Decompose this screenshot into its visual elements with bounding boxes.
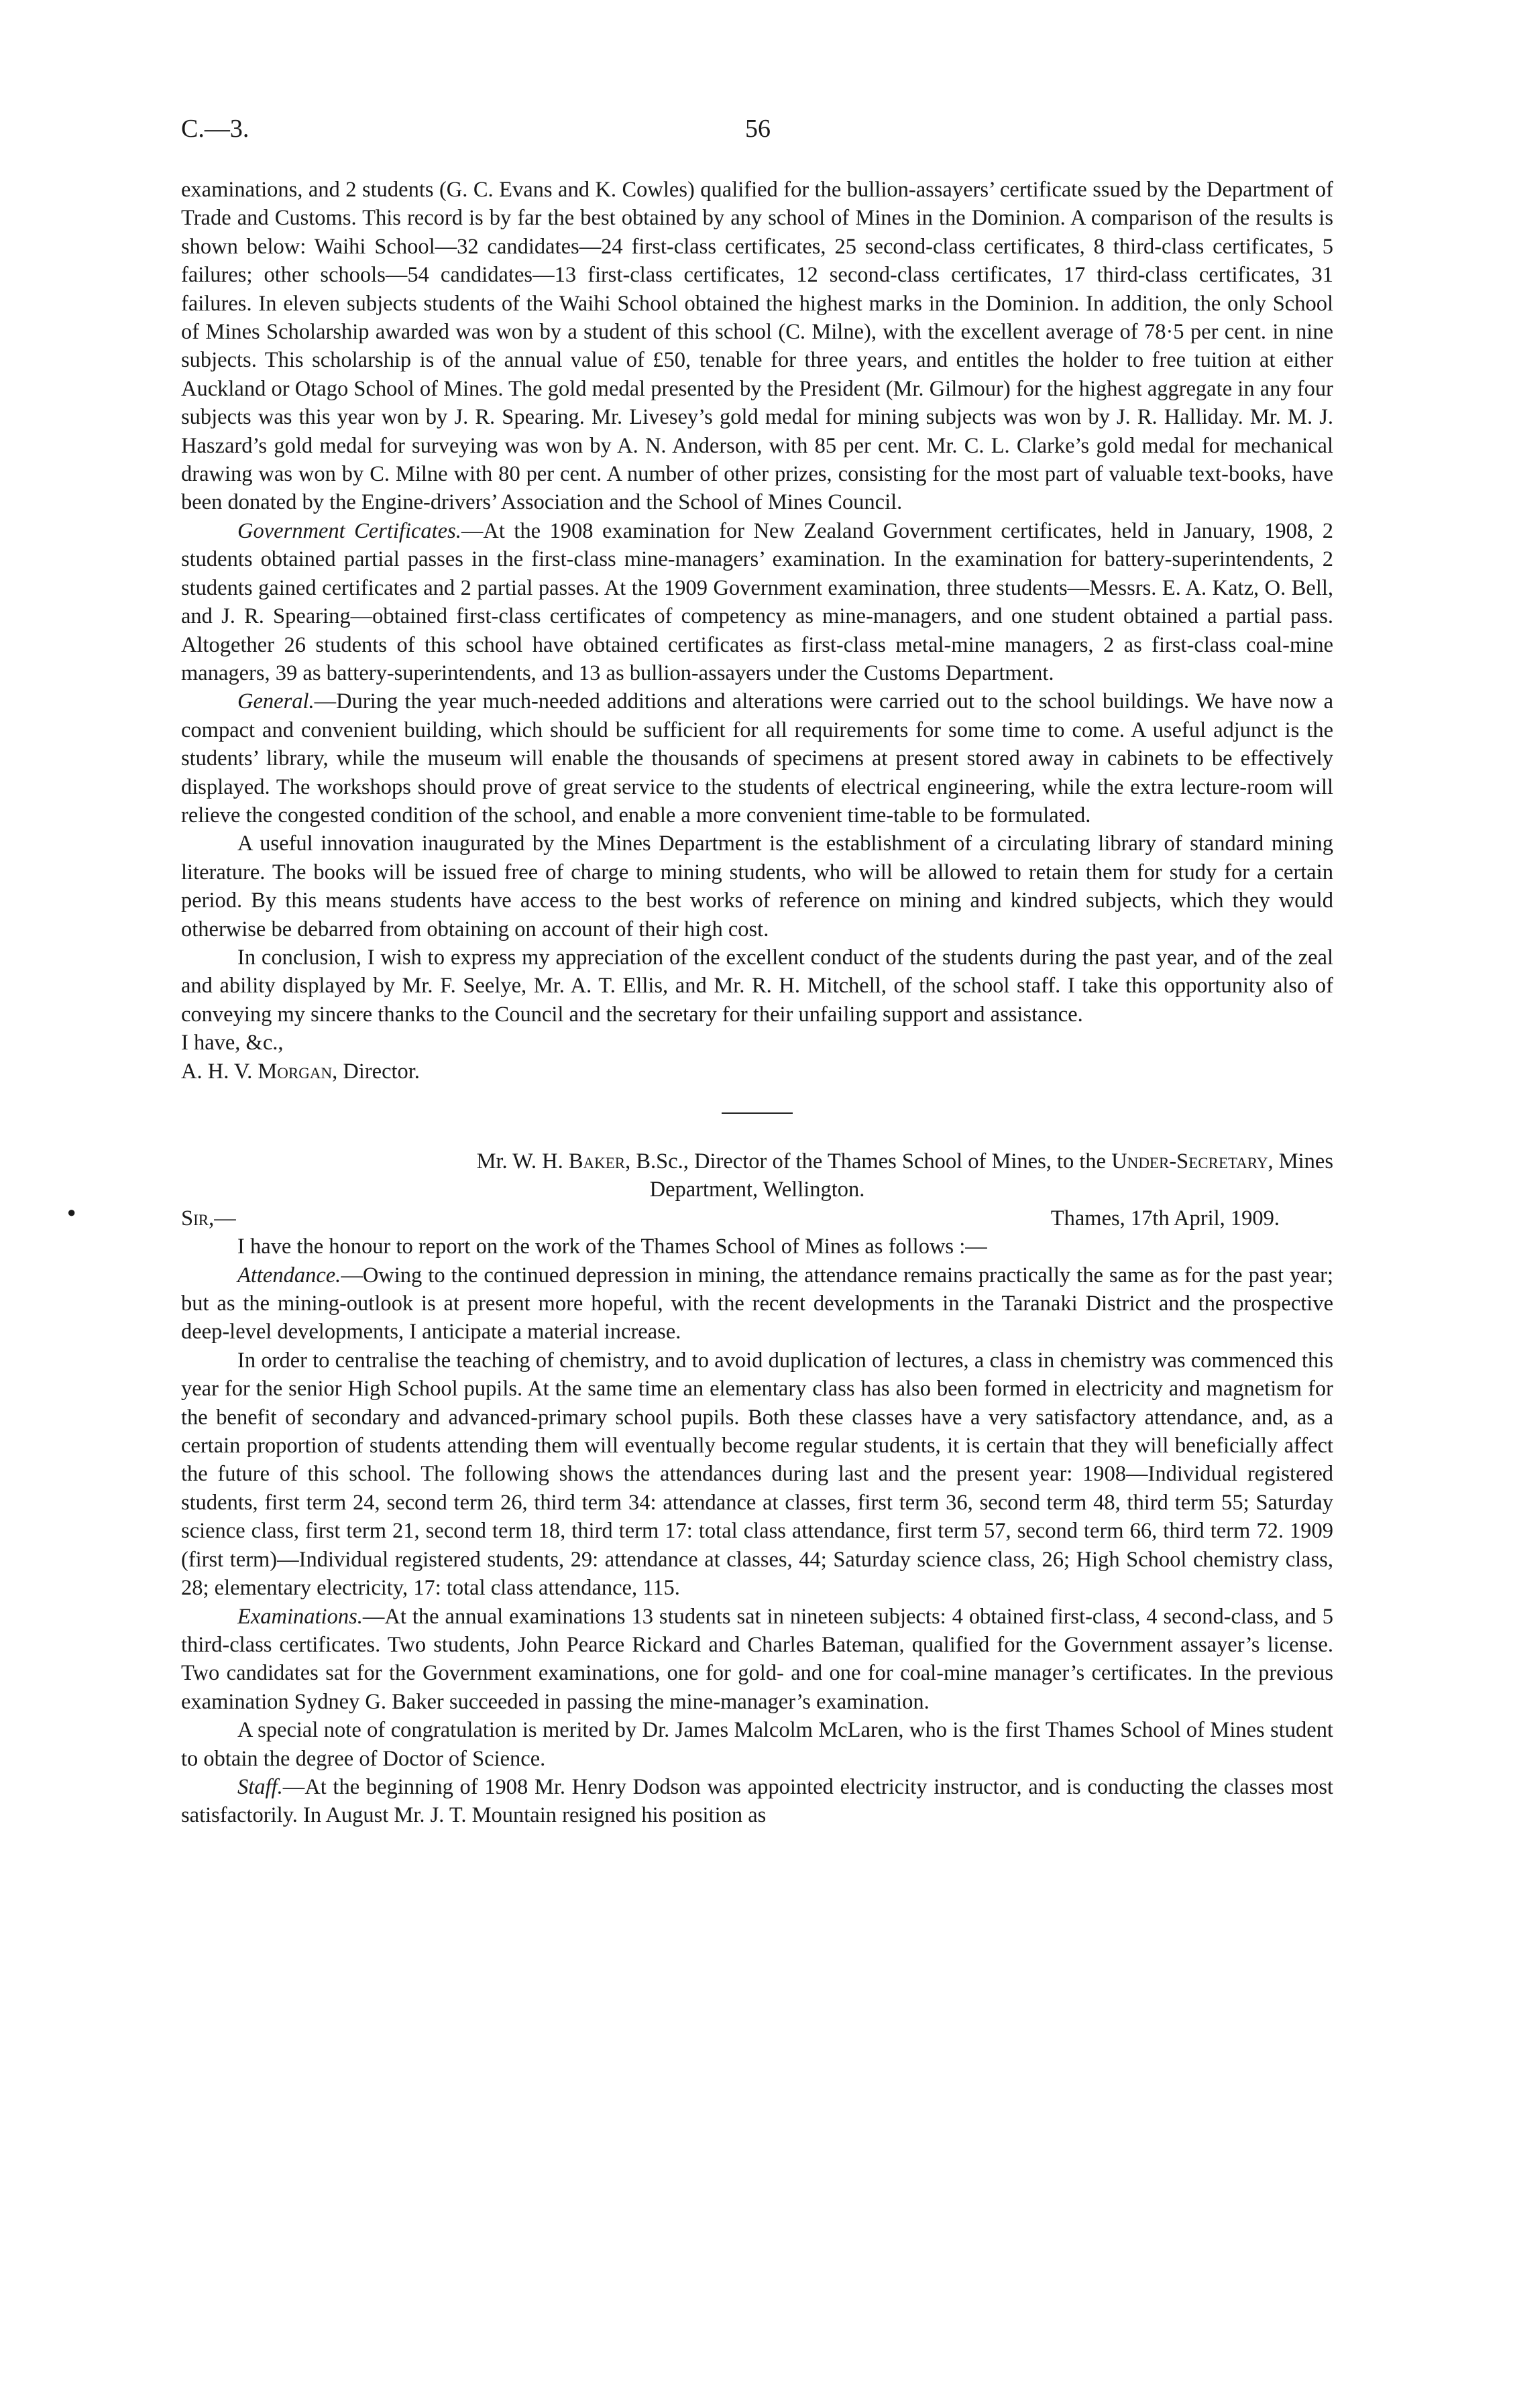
paragraph-text: —During the year much-needed additions and alterations were carried out to the school buildings. We have now a compact and convenient building, which should be sufficient for all requirements for some time to come. A useful adjunct is the students’ library, while the museum will enable the thousands of specimens at present stored away in cabinets to be effectively displayed. The workshops should prove of great service to the students of electrical engineering, while the extra lecture-room will relieve the congested condition of the school, and enable a more convenient time-table to be formulated.	[181, 689, 1333, 827]
salutation-line	[181, 1204, 1333, 1232]
paragraph-conclusion: In conclusion, I wish to express my appreciation of the excellent conduct of the students during the past year, and of the zeal and ability displayed by Mr. F. Seelye, Mr. A. T. Ellis, and Mr. R. H. Mitchell, of the school staff. I take this opportunity also of conveying my sincere thanks to the Council and the secretary for their unfailing support and assistance.	[181, 945, 1333, 1027]
signatory-name: A. H. V. Morgan	[181, 1059, 333, 1084]
page-number: 56	[745, 115, 771, 143]
paragraph-examinations-continued: examinations, and 2 students (G. C. Evans and K. Cowles) qualified for the bullion-assayers’ certificate ssued by the Department of Trade and Customs. This record is by far the best obtained by any school of Mines in the Dominion. A comparison of the results is shown below: Waihi School—32 candidates—24 first-class certificates, 25 second-class certificates, 8 third-class certificates, 5 failures; other schools—54 candidates—13 first-class certificates, 12 second-class certificates, 17 third-class certificates, 31 failures. In eleven subjects students of the Waihi School obtained the highest marks in the Dominion. In addition, the only School of Mines Scholarship awarded was won by a student of this school (C. Milne), with the excellent average of 78·5 per cent. in nine subjects. This scholarship is of the annual value of £50, tenable for three years, and entitles the holder to free tuition at either Auckland or Otago School of Mines. The gold medal presented by the President (Mr. Gilmour) for the highest aggregate in any four subjects was this year won by J. R. Spearing. Mr. Livesey’s gold medal for mining subjects was won by J. R. Halliday. Mr. M. J. Haszard’s gold medal for surveying was won by A. N. Anderson, with 85 per cent. Mr. C. L. Clarke’s gold medal for mechanical drawing was won by C. Milne with 80 per cent. A number of other prizes, consisting for the most part of valuable text-books, have been donated by the Engine-drivers’ Association and the School of Mines Council.	[181, 178, 1333, 515]
paragraph-text: —At the annual examinations 13 students sat in nineteen subjects: 4 obtained first-class, 4 second-class, and 5 third-class certificates. Two students, John Pearce Rickard and Charles Bateman, qualified for the Government assayer’s license. Two candidates sat for the Government examinations, one for gold- and one for coal-mine manager’s certificates. In the previous examination Sydney G. Baker succeeded in passing the mine-manager’s examination.	[181, 1604, 1333, 1714]
memo-from-title: , B.Sc., Director of the Thames School of Mines, to the	[625, 1149, 1112, 1173]
section-heading: Government Certificates.	[237, 518, 461, 543]
section-heading: Attendance.	[237, 1263, 341, 1287]
paragraph-library: A useful innovation inaugurated by the Mines Department is the establishment of a circulating library of standard mining literature. The books will be issued free of charge to mining students, who will be allowed to retain them for study for a certain period. By this means students have access to the best works of reference on mining and kindred subjects, which they would otherwise be debarred from obtaining on account of their high cost.	[181, 832, 1333, 941]
signoff-signature	[181, 1057, 1333, 1086]
document-body	[181, 176, 1333, 1830]
margin-bullet: ●	[67, 1204, 76, 1220]
signoff-closing: I have, &c.,	[181, 1031, 284, 1055]
memo-addressing	[181, 1147, 1333, 1176]
report-intro: I have the honour to report on the work of the Thames School of Mines as follows :—	[237, 1235, 987, 1259]
paragraph-government-certificates	[181, 517, 1333, 687]
paragraph-attendance	[181, 1261, 1333, 1346]
memo-from-name: Baker	[568, 1149, 626, 1173]
signatory-title: , Director.	[332, 1059, 420, 1084]
document-reference: C.—3.	[181, 115, 249, 143]
salutation: Sir,—	[181, 1206, 236, 1230]
place-date: Thames, 17th April, 1909.	[1050, 1206, 1280, 1230]
memo-department: Department, Wellington.	[649, 1178, 865, 1202]
section-divider	[722, 1112, 793, 1114]
paragraph-text: —At the beginning of 1908 Mr. Henry Dodson was appointed electricity instructor, and is conducting the classes most satisfactorily. In August Mr. J. T. Mountain resigned his position as	[181, 1774, 1333, 1828]
section-heading: General.	[237, 689, 315, 714]
memo-from-prefix: Mr. W. H.	[476, 1149, 569, 1173]
paragraph-text: —Owing to the continued depression in mining, the attendance remains practically the same as for the past year; but as the mining-outlook is at present more hopeful, with the recent developments in the Taranaki District and the prospective deep-level developments, I anticipate a material increase.	[181, 1263, 1333, 1344]
page-header	[181, 114, 1335, 154]
section-heading: Examinations.	[237, 1604, 363, 1629]
paragraph-text: —At the 1908 examination for New Zealand Government certificates, held in January, 1908, 2 students obtained partial passes in the first-class mine-managers’ examination. In the examination for battery-superintendents, 2 students gained certificates and 2 partial passes. At the 1909 Government examination, three students—Messrs. E. A. Katz, O. Bell, and J. R. Spearing—obtained first-class certificates of competency as mine-managers, and one student obtained a partial pass. Altogether 26 students of this school have obtained certificates as first-class metal-mine managers, 2 as first-class coal-mine managers, 39 as battery-superintendents, and 13 as bullion-assayers under the Customs Department.	[181, 518, 1334, 685]
paragraph-general	[181, 687, 1333, 829]
paragraph-congratulation: A special note of congratulation is merited by Dr. James Malcolm McLaren, who is the first Thames School of Mines student to obtain the degree of Doctor of Science.	[181, 1718, 1333, 1771]
memo-to-name: Under-Secretary	[1111, 1149, 1268, 1173]
paragraph-examinations	[181, 1603, 1333, 1717]
memo-to-suffix: , Mines	[1268, 1149, 1333, 1173]
paragraph-staff	[181, 1773, 1333, 1830]
paragraph-chemistry-classes: In order to centralise the teaching of chemistry, and to avoid duplication of lectures, a class in chemistry was commenced this year for the senior High School pupils. At the same time an elementary class has also been formed in electricity and magnetism for the benefit of secondary and advanced-primary school pupils. Both these classes have a very satisfactory attendance, and, as a certain proportion of students attending them will eventually become regular students, it is certain that they will beneficially affect the future of this school. The following shows the attendances during last and the present year: 1908—Individual registered students, first term 24, second term 26, third term 34: attendance at classes, first term 36, second term 48, third term 55; Saturday science class, first term 21, second term 18, third term 17: total class attendance, first term 57, second term 66, third term 72. 1909 (first term)—Individual registered students, 29: attendance at classes, 44; Saturday science class, 26; High School chemistry class, 28; elementary electricity, 17: total class attendance, 115.	[181, 1348, 1333, 1601]
section-heading: Staff.	[237, 1774, 283, 1799]
